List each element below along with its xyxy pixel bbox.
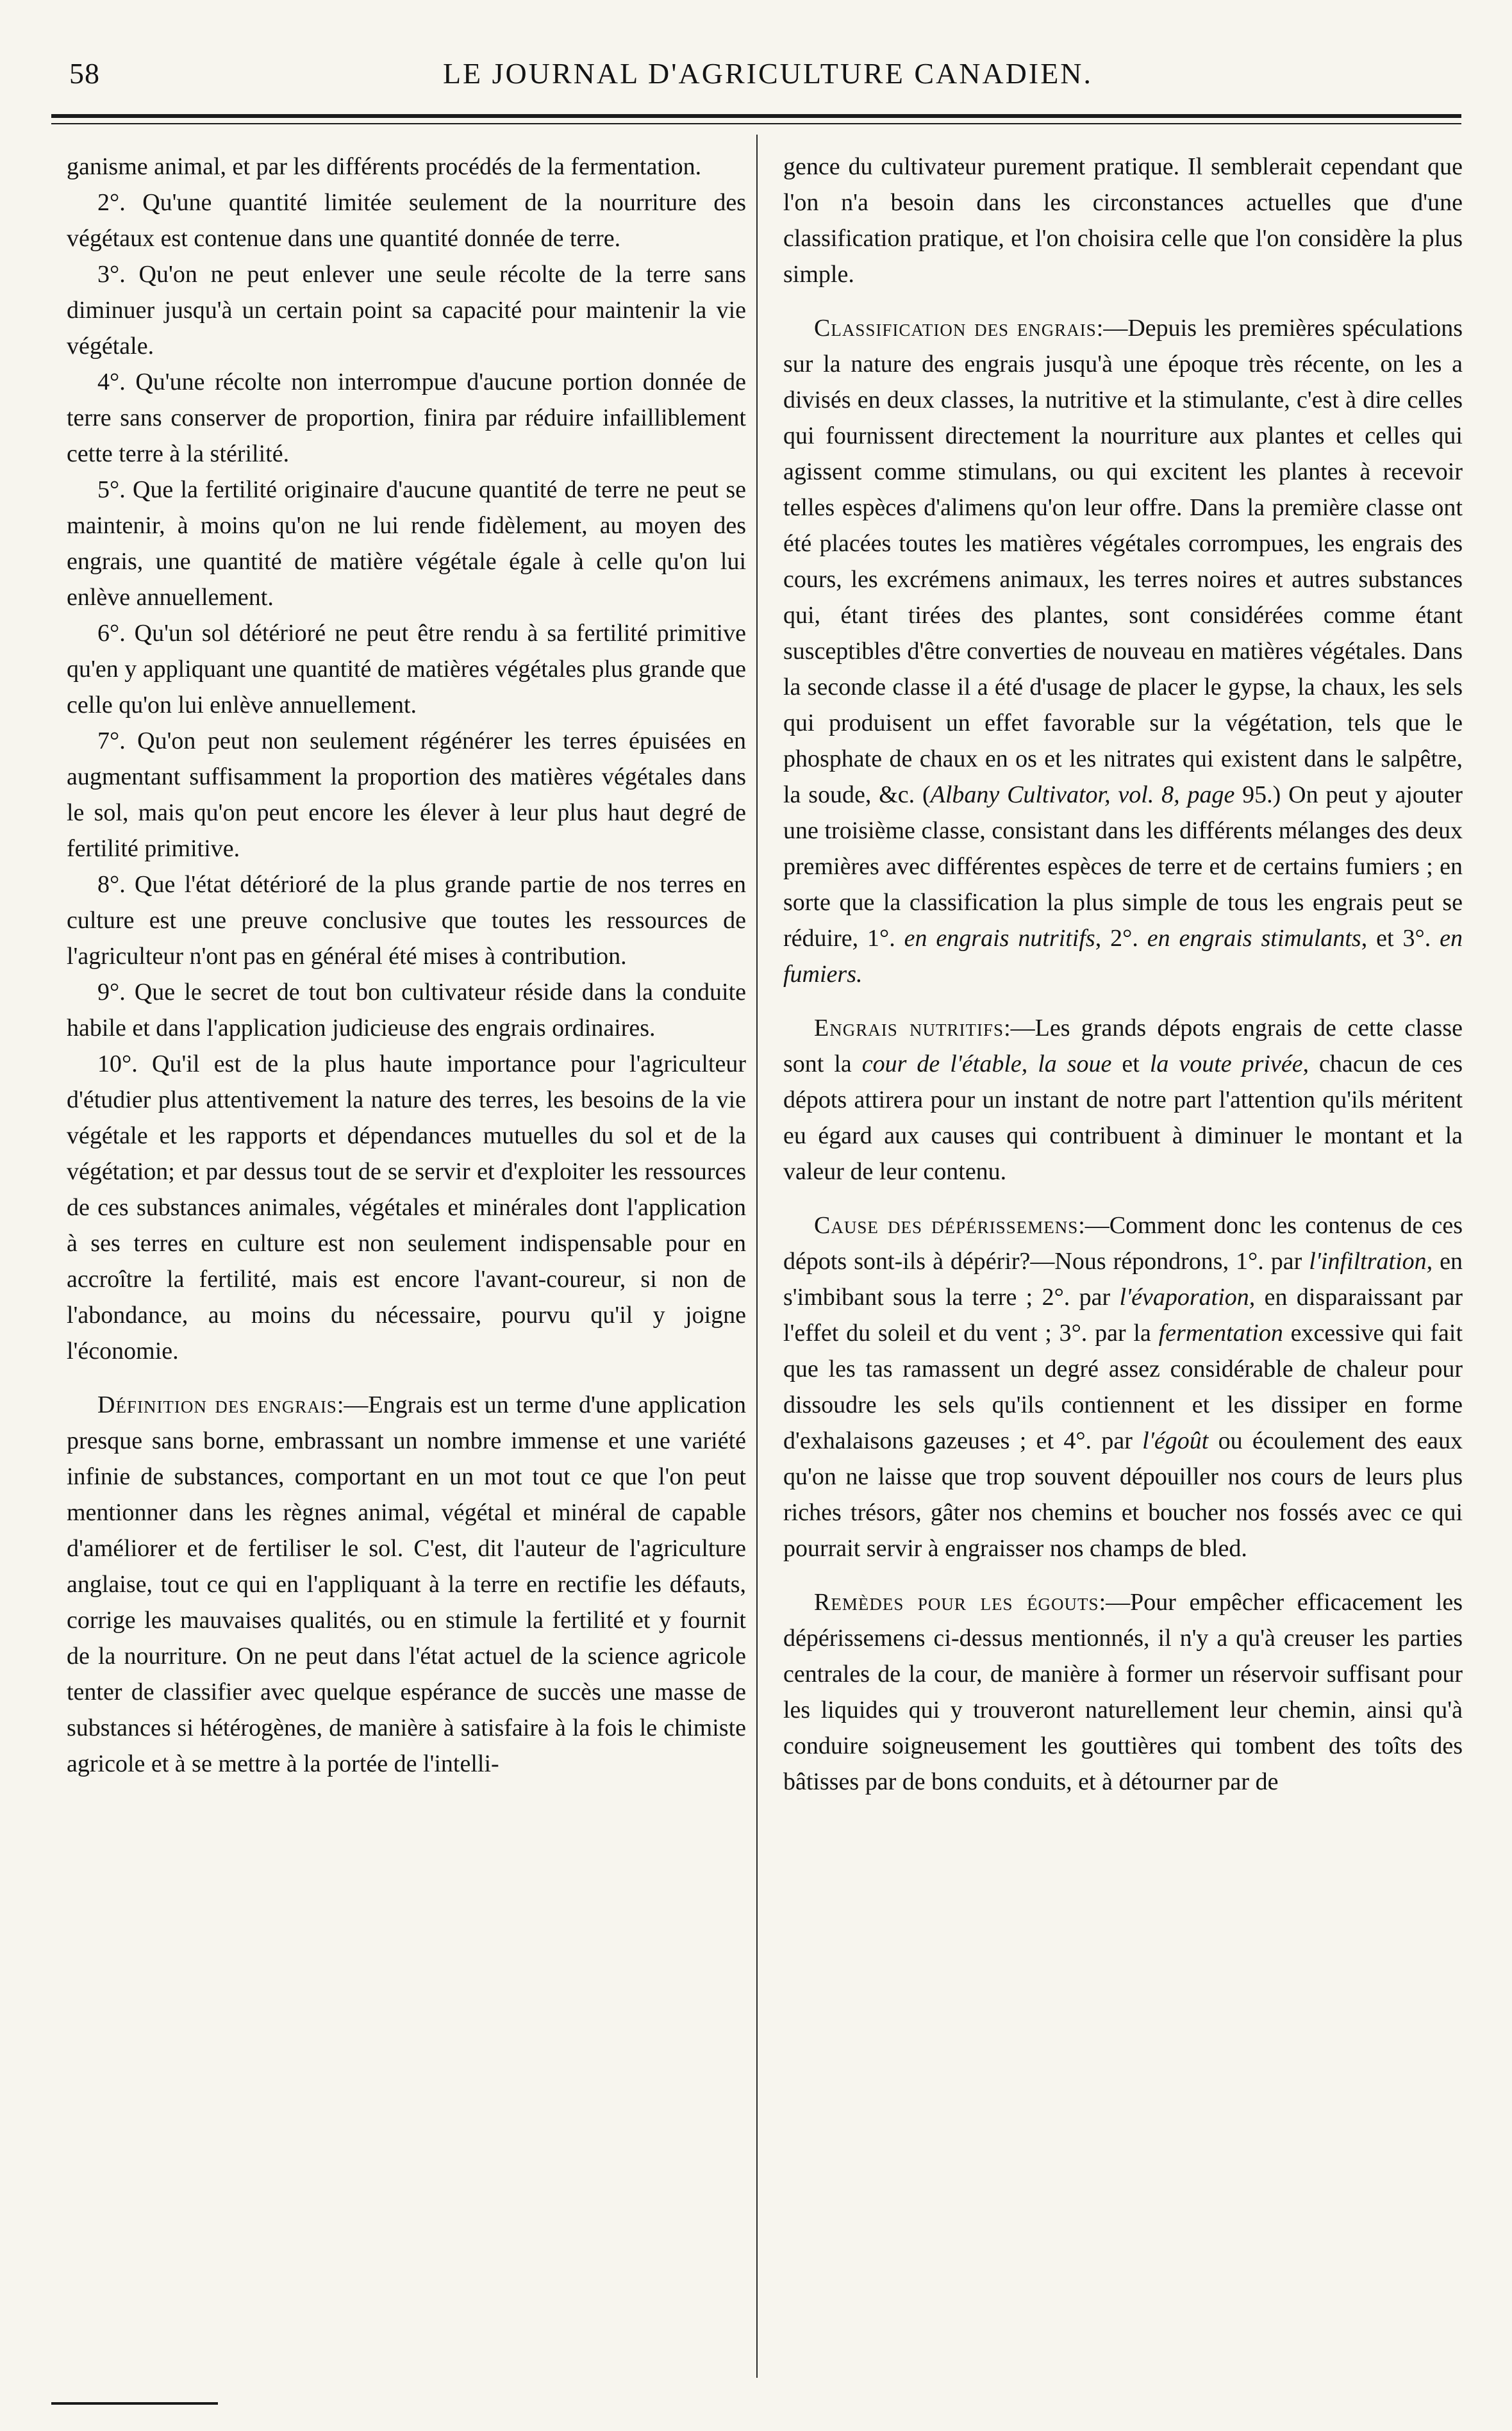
- right-column: [783, 149, 1463, 1800]
- paragraph: 6°. Qu'un sol détérioré ne peut être rendu à sa fertilité primitive qu'en y appliquant une quantité de matières végétales plus grande que celle qu'on lui enlève annuellement.: [67, 620, 746, 718]
- paragraph: 2°. Qu'une quantité limitée seulement de la nourriture des végétaux est contenue dans une quantité donnée de terre.: [67, 189, 746, 252]
- section-text: chacun de ces dépots attirera pour un instant de notre part l'attention qu'ils méritent eu égard aux causes qui contribuent à diminuer le montant et la valeur de leur contenu.: [783, 1050, 1463, 1185]
- section-heading: Cause des dépérissemens: [814, 1212, 1079, 1239]
- paragraph: 7°. Qu'on peut non seulement régénérer les terres épuisées en augmentant suffisamment la proportion des matières végétales dans le sol, mais qu'on peut encore les élever à leur plus haut degré de fertilité primitive.: [67, 727, 746, 862]
- italic-term: l'infiltration,: [1309, 1248, 1433, 1275]
- left-column: [67, 149, 746, 1782]
- section-heading: Classification des engrais: [814, 315, 1097, 342]
- section-definition: [67, 1387, 746, 1782]
- section-text: en s'imbibant sous la terre ; 2°. par: [783, 1248, 1463, 1311]
- section-cause: [783, 1207, 1463, 1566]
- header-rule-thick: [51, 114, 1461, 118]
- paragraph: ganisme animal, et par les différents procédés de la fermentation.: [67, 153, 702, 180]
- section-text: ou écoulement des eaux qu'on ne laisse que trop souvent dépouiller nos cours de leurs plus riches trésors, gâter nos chemins et boucher nos fossés avec ce qui pourrait servir à engraisser nos champs de bled.: [783, 1427, 1463, 1562]
- italic-term: cour de l'étable, la soue: [861, 1050, 1112, 1077]
- section-text: , et 3°.: [1361, 925, 1440, 952]
- paragraph: 8°. Que l'état détérioré de la plus grande partie de nos terres en culture est une preuve conclusive que toutes les ressources de l'agriculteur n'ont pas en général été mises à contribution.: [67, 871, 746, 970]
- section-text: :—Engrais est un terme d'une application presque sans borne, embrassant un nombre immense et une variété infinie de substances, comportant en un mot tout ce que l'on peut mentionner dans les règnes animal, végétal et minéral de capable d'améliorer et de fertiliser le sol. C'est, dit l'auteur de l'agriculture anglaise, tout ce qui en l'appliquant à la terre en rectifie les défauts, corrige les mauvaises qualités, ou en stimule la fertilité et y fournit de la nourriture. On ne peut dans l'état actuel de la science agricole tenter de classifier avec quelque espérance de succès une masse de substances si hétérogènes, de manière à satisfaire à la fois le chimiste agricole et à se mettre à la portée de l'intelli-: [67, 1391, 746, 1777]
- paragraph: 3°. Qu'on ne peut enlever une seule récolte de la terre sans diminuer jusqu'à un certain point sa capacité pour maintenir la vie végétale.: [67, 261, 746, 360]
- section-text: en disparaissant par l'effet du soleil et du vent ; 3°. par la: [783, 1284, 1463, 1347]
- header-rule-thin: [51, 123, 1461, 124]
- italic-term: en engrais nutritifs: [904, 925, 1095, 952]
- paragraph: 5°. Que la fertilité originaire d'aucune quantité de terre ne peut se maintenir, à moins qu'on ne lui rende fidèlement, au moyen des engrais, une quantité de matière végétale égale à celle qu'on lui enlève annuellement.: [67, 476, 746, 611]
- italic-term: en fumiers.: [783, 925, 1463, 988]
- page-number: 58: [69, 57, 100, 90]
- section-heading: Remèdes pour les égouts: [814, 1589, 1099, 1616]
- section-text: :—Les grands dépots engrais de cette classe sont la: [783, 1015, 1463, 1077]
- citation: Albany Cultivator, vol. 8, page: [930, 781, 1235, 808]
- paragraph: gence du cultivateur purement pratique. Il semblerait cependant que l'on n'a besoin dans les circonstances actuelles que d'une classification pratique, et l'on choisira celle que l'on considère la plus simple.: [783, 153, 1463, 288]
- italic-term: en engrais stimulants: [1147, 925, 1361, 952]
- section-text: excessive qui fait que les tas ramassent un degré assez considérable de chaleur pour dissoudre les sels qu'ils contiennent et les dissiper en forme d'exhalaisons gazeuses ; et 4°. par: [783, 1320, 1463, 1454]
- section-heading: Engrais nutritifs: [814, 1015, 1004, 1041]
- italic-term: l'égoût: [1142, 1427, 1209, 1454]
- paragraph: 4°. Qu'une récolte non interrompue d'aucune portion donnée de terre sans conserver de proportion, finira par réduire infailliblement cette terre à la stérilité.: [67, 369, 746, 467]
- section-nutritive: [783, 1010, 1463, 1190]
- paragraph: 10°. Qu'il est de la plus haute importance pour l'agriculteur d'étudier plus attentivement la nature des terres, les besoins de la vie végétale et les rapports et dépendances mutuelles du sol et de la végétation; et par dessus tout de se servir et d'exploiter les ressources de ces substances animales, végétales et minérales dont l'application à ses terres en culture est non seulement indispensable pour en accroître la fertilité, mais est encore l'avant-coureur, si non de l'abondance, au moins du nécessaire, pourvu qu'il y joigne l'économie.: [67, 1050, 746, 1365]
- section-remedies: [783, 1584, 1463, 1800]
- italic-term: l'évaporation,: [1119, 1284, 1256, 1311]
- running-title: LE JOURNAL D'AGRICULTURE CANADIEN.: [442, 57, 1093, 90]
- section-heading: Définition des engrais: [97, 1391, 337, 1418]
- italic-term: la voute privée,: [1149, 1050, 1309, 1077]
- italic-term: fermentation: [1158, 1320, 1283, 1347]
- footer-rule: [51, 2402, 218, 2405]
- section-text: et: [1111, 1050, 1150, 1077]
- section-classification: [783, 310, 1463, 992]
- section-text: :—Pour empêcher efficacement les dépérissemens ci-dessus mentionnés, il n'y a qu'à creuser les parties centrales de la cour, de manière à former un réservoir suffisant pour les liquides qui y trouveront naturellement leur chemin, ainsi qu'à conduire soigneusement les gouttières qui tombent des toîts des bâtisses par de bons conduits, et à détourner par de: [783, 1589, 1463, 1795]
- paragraph: 9°. Que le secret de tout bon cultivateur réside dans la conduite habile et dans l'application judicieuse des engrais ordinaires.: [67, 979, 746, 1041]
- column-divider: [756, 135, 758, 2378]
- section-text: :—Depuis les premières spéculations sur la nature des engrais jusqu'à une époque très récente, on les a divisés en deux classes, la nutritive et la stimulante, c'est à dire celles qui fournissent directement la nourriture aux plantes et celles qui agissent comme stimulans, ou qui excitent les plantes à recevoir telles espèces d'alimens qu'on leur offre. Dans la première classe ont été placées toutes les matières végétales corrompues, les engrais des cours, les excrémens animaux, les terres noires et autres substances qui, étant tirées des plantes, sont considérées comme étant susceptibles d'être converties de nouveau en matières végétales. Dans la seconde classe il a été d'usage de placer le gypse, la chaux, les sels qui produisent un effet favorable sur la végétation, tels que le phosphate de chaux en os et les nitrates qui existent dans le salpêtre, la soude, &c. (: [783, 315, 1463, 808]
- section-text: :—Comment donc les contenus de ces dépots sont-ils à dépérir?—Nous répondrons, 1°. par: [783, 1212, 1463, 1275]
- section-text: , 2°.: [1095, 925, 1147, 952]
- page-header: [69, 56, 1466, 95]
- section-text: 95.) On peut y ajouter une troisième classe, consistant dans les différents mélanges des deux premières avec différentes espèces de terre et de certains fumiers ; en sorte que la classification la plus simple de tous les engrais peut se réduire, 1°.: [783, 781, 1463, 952]
